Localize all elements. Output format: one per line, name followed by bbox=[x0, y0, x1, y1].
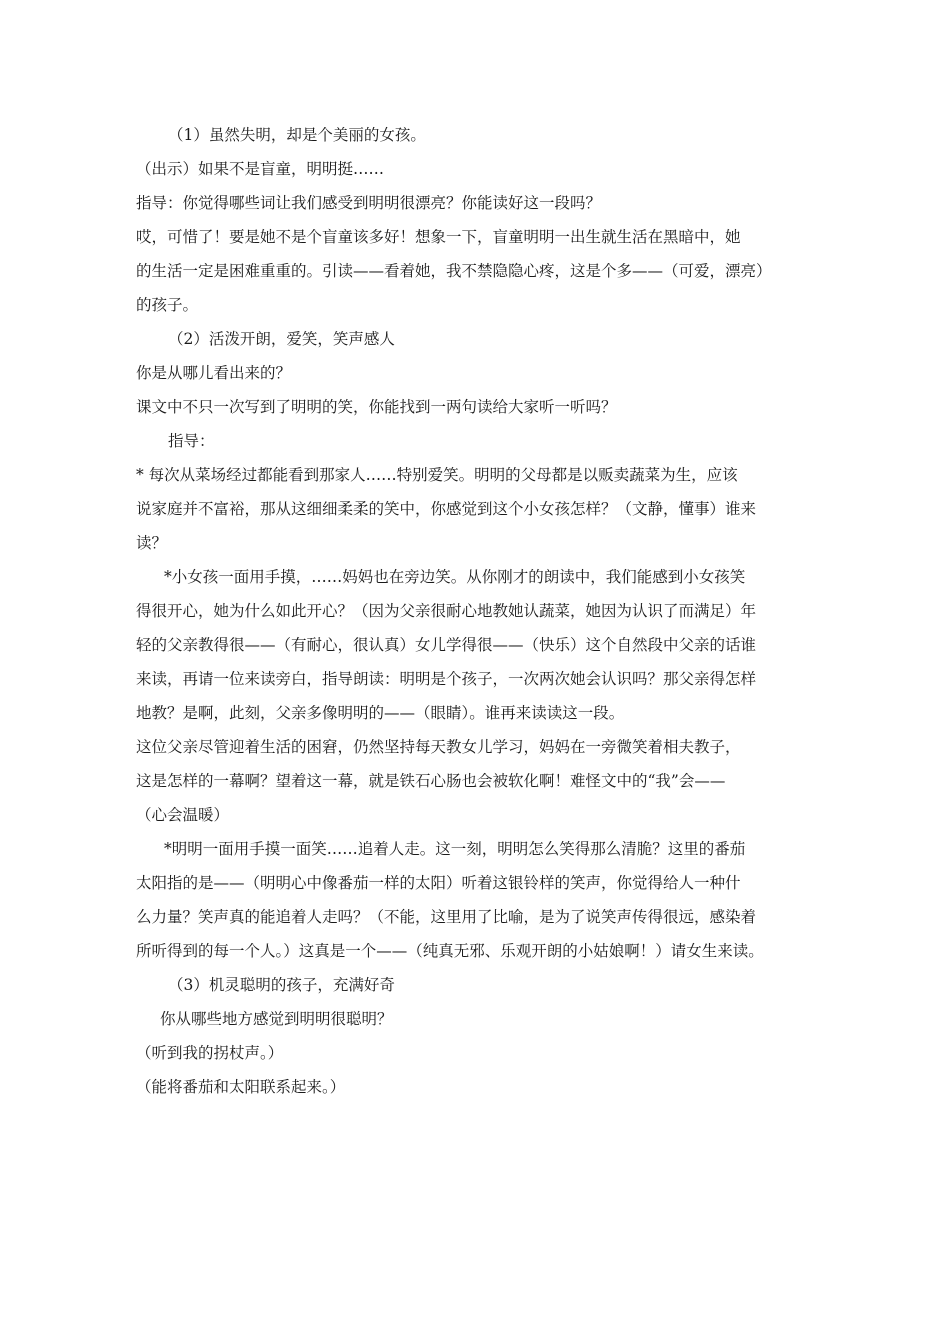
text-line: （能将番茄和太阳联系起来。） bbox=[136, 1078, 346, 1096]
text-line: 指导： bbox=[168, 432, 215, 450]
text-line: *小女孩一面用手摸，……妈妈也在旁边笑。从你刚才的朗读中，我们能感到小女孩笑 bbox=[164, 568, 746, 586]
text-line: 所听得到的每一个人。）这真是一个——（纯真无邪、乐观开朗的小姑娘啊！）请女生来读。 bbox=[136, 942, 764, 960]
text-line: 这是怎样的一幕啊？望着这一幕，就是铁石心肠也会被软化啊！难怪文中的“我”会—— bbox=[136, 772, 726, 790]
text-line: （心会温暖） bbox=[136, 806, 230, 824]
text-line: 太阳指的是——（明明心中像番茄一样的太阳）听着这银铃样的笑声，你觉得给人一种什 bbox=[136, 874, 741, 892]
text-line: 来读，再请一位来读旁白，指导朗读：明明是个孩子，一次两次她会认识吗？那父亲得怎样 bbox=[136, 670, 757, 688]
text-line: 得很开心，她为什么如此开心？（因为父亲很耐心地教她认蔬菜，她因为认识了而满足）年 bbox=[136, 602, 757, 620]
text-line: （3）机灵聪明的孩子，充满好奇 bbox=[168, 976, 395, 994]
text-line: 你从哪些地方感觉到明明很聪明？ bbox=[160, 1010, 393, 1028]
text-line: （2）活泼开朗，爱笑，笑声感人 bbox=[168, 330, 395, 348]
text-line: （听到我的拐杖声。） bbox=[136, 1044, 284, 1062]
text-line: *明明一面用手摸一面笑……追着人走。这一刻，明明怎么笑得那么清脆？这里的番茄 bbox=[164, 840, 746, 858]
text-line: 课文中不只一次写到了明明的笑，你能找到一两句读给大家听一听吗？ bbox=[136, 398, 617, 416]
text-line: 说家庭并不富裕，那从这细细柔柔的笑中，你感觉到这个小女孩怎样？（文静，懂事）谁来 bbox=[136, 500, 757, 518]
text-line: 指导：你觉得哪些词让我们感受到明明很漂亮？你能读好这一段吗？ bbox=[136, 194, 602, 212]
text-line: 哎，可惜了！要是她不是个盲童该多好！想象一下，盲童明明一出生就生活在黑暗中，她 bbox=[136, 228, 741, 246]
text-line: 的孩子。 bbox=[136, 296, 199, 314]
text-line: 地教？是啊，此刻，父亲多像明明的——（眼睛）。谁再来读读这一段。 bbox=[136, 704, 625, 722]
text-line: 轻的父亲教得很——（有耐心，很认真）女儿学得很——（快乐）这个自然段中父亲的话谁 bbox=[136, 636, 757, 654]
document-body bbox=[136, 118, 816, 1104]
text-line: （出示）如果不是盲童，明明挺…… bbox=[136, 160, 385, 178]
text-line: 的生活一定是困难重重的。引读——看着她，我不禁隐隐心疼，这是个多——（可爱，漂亮） bbox=[136, 262, 772, 280]
text-line: 你是从哪儿看出来的？ bbox=[136, 364, 292, 382]
text-line: 这位父亲尽管迎着生活的困窘，仍然坚持每天教女儿学习，妈妈在一旁微笑着相夫教子， bbox=[136, 738, 741, 756]
text-line: * 每次从菜场经过都能看到那家人……特别爱笑。明明的父母都是以贩卖蔬菜为生，应该 bbox=[136, 466, 738, 484]
text-line: （1）虽然失明，却是个美丽的女孩。 bbox=[168, 126, 426, 144]
text-line: 么力量？笑声真的能追着人走吗？（不能，这里用了比喻，是为了说笑声传得很远，感染着 bbox=[136, 908, 757, 926]
text-line: 读？ bbox=[136, 534, 168, 552]
